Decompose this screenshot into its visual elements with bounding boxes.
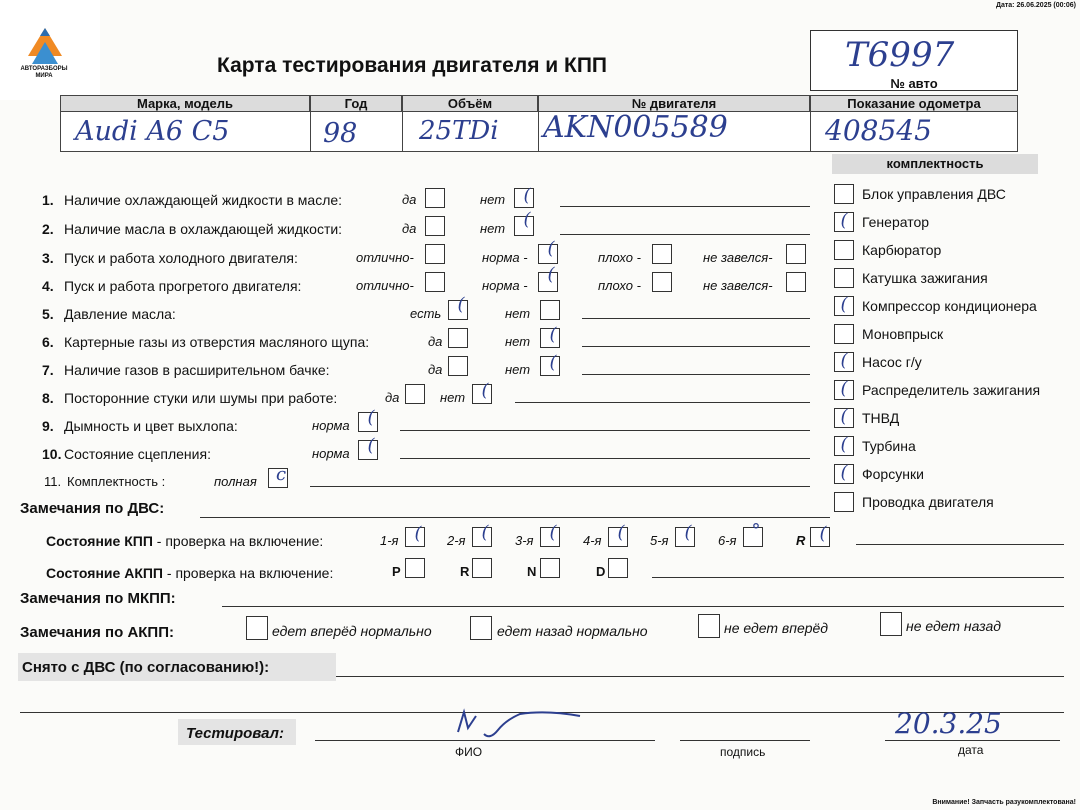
logo-line2: МИРА <box>35 73 53 79</box>
kpp-mark-5: ( <box>684 522 692 543</box>
removed-line <box>336 676 1064 677</box>
komplekt-box[interactable] <box>834 324 854 344</box>
remarks-mkpp-line <box>222 606 1064 607</box>
komplekt-label: Проводка двигателя <box>862 494 994 510</box>
check-num-11: 11. <box>44 474 62 489</box>
akpp-opt-noforward: не едет вперёд <box>724 620 829 636</box>
kpp-mark-1: ( <box>414 523 422 544</box>
komplekt-label: Компрессор кондиционера <box>862 298 1037 314</box>
fio-label: ФИО <box>455 745 483 759</box>
komplekt-mark: ( <box>840 210 848 231</box>
logo-icon <box>0 0 100 100</box>
check9-remark-line <box>400 430 810 431</box>
check4-box-nostart[interactable] <box>786 272 806 292</box>
check-num-9: 9. <box>42 418 54 434</box>
date-value: 20.3.25 <box>895 707 1002 740</box>
value-year: 98 <box>323 118 358 149</box>
signature-label: подпись <box>720 745 766 759</box>
check-num-1: 1. <box>42 192 54 208</box>
kpp-gear-6: 6-я <box>718 533 737 548</box>
check-label-3: Пуск и работа холодного двигателя: <box>64 250 298 266</box>
akpp-remark-line <box>652 577 1064 578</box>
komplekt-mark: ( <box>840 462 848 483</box>
logo-line1: АВТОРАЗБОРЫ <box>20 66 68 72</box>
check7-remark-line <box>582 374 810 375</box>
check3-opt-nostart: не завелся- <box>703 250 773 265</box>
check4-opt-nostart: не завелся- <box>703 278 773 293</box>
akpp-box-n[interactable] <box>540 558 560 578</box>
akpp-opt-noback: не едет назад <box>906 618 1001 634</box>
kpp-gear-1: 1-я <box>380 533 399 548</box>
komplekt-label: Генератор <box>862 214 930 230</box>
komplekt-box[interactable] <box>834 184 854 204</box>
check3-opt-bad: плохо - <box>598 250 641 265</box>
komplekt-label: Распределитель зажигания <box>862 382 1041 398</box>
komplekt-label: Насос г/у <box>862 354 922 370</box>
komplekt-label: ТНВД <box>862 410 900 426</box>
komplekt-mark: ( <box>840 294 848 315</box>
check-num-7: 7. <box>42 362 54 378</box>
check-num-2: 2. <box>42 221 54 237</box>
akpp-gear-n: N <box>527 564 537 579</box>
check5-opt-no: нет <box>505 306 531 321</box>
check3-opt-excellent: отлично- <box>356 250 414 265</box>
check4-mark: ( <box>547 264 555 285</box>
check3-opt-norm: норма - <box>482 250 528 265</box>
kpp-mark-6: ° <box>751 520 761 541</box>
values-row <box>60 112 1018 152</box>
akpp-opt-forward: едет вперёд нормально <box>272 623 432 639</box>
header-odometer: Показание одометра <box>810 95 1018 112</box>
komplekt-label: Катушка зажигания <box>862 270 988 286</box>
komplekt-mark: ( <box>840 350 848 371</box>
akpp-label <box>46 565 333 581</box>
kpp-label <box>46 533 323 549</box>
komplekt-mark: ( <box>840 434 848 455</box>
check1-box-da[interactable] <box>425 188 445 208</box>
header-volume: Объём <box>402 95 538 112</box>
check-label-4: Пуск и работа прогретого двигателя: <box>64 278 302 294</box>
header-brand: Марка, модель <box>60 95 310 112</box>
check-label-11: Комплектность : <box>67 474 166 489</box>
kpp-remark-line <box>856 544 1064 545</box>
komplekt-label: Моновпрыск <box>862 326 944 342</box>
komplekt-box[interactable] <box>834 240 854 260</box>
check10-opt-norm: норма <box>312 446 350 461</box>
check-num-6: 6. <box>42 334 54 350</box>
date-line <box>885 740 1060 741</box>
akpp-box-d[interactable] <box>608 558 628 578</box>
check2-mark: ( <box>523 209 531 230</box>
value-brand: Audi A6 C5 <box>75 116 230 147</box>
check-label-1: Наличие охлаждающей жидкости в масле: <box>64 192 343 208</box>
akpp-opt-forward-box[interactable] <box>246 616 268 640</box>
akpp-gear-p: P <box>392 564 401 579</box>
kpp-gear-5: 5-я <box>650 533 669 548</box>
kpp-gear-2: 2-я <box>447 533 466 548</box>
check1-remark-line <box>560 206 810 207</box>
check2-opt-da: да <box>402 221 417 236</box>
check11-remark-line <box>310 486 810 487</box>
check2-opt-net: нет <box>480 221 506 236</box>
kpp-gear-3: 3-я <box>515 533 534 548</box>
remarks-mkpp-label: Замечания по МКПП: <box>20 590 176 607</box>
check2-box-da[interactable] <box>425 216 445 236</box>
komplekt-mark: ( <box>840 406 848 427</box>
akpp-opt-noback-box[interactable] <box>880 612 902 636</box>
auto-number-label: № авто <box>890 76 938 91</box>
check-num-3: 3. <box>42 250 54 266</box>
kpp-mark-2: ( <box>481 522 489 543</box>
kpp-mark-r: ( <box>819 523 827 544</box>
check2-remark-line <box>560 234 810 235</box>
header-engine-no: № двигателя <box>538 95 810 112</box>
date-label: дата <box>958 743 984 757</box>
check4-opt-bad: плохо - <box>598 278 641 293</box>
check6-opt-da: да <box>428 334 443 349</box>
check8-mark: ( <box>481 380 489 401</box>
check7-mark: ( <box>549 352 557 373</box>
check11-mark: c <box>275 464 287 485</box>
value-odometer: 408545 <box>825 114 932 147</box>
check8-remark-line <box>515 402 810 403</box>
kpp-gear-r: R <box>796 533 806 548</box>
check6-box-da[interactable] <box>448 328 468 348</box>
check8-opt-da: да <box>385 390 400 405</box>
check-label-8: Посторонние стуки или шумы при работе: <box>64 390 338 406</box>
value-volume: 25TDi <box>419 116 499 146</box>
akpp-gear-r: R <box>460 564 470 579</box>
signature-line <box>680 740 810 741</box>
check-label-7: Наличие газов в расширительном бачке: <box>64 362 330 378</box>
check4-box-bad[interactable] <box>652 272 672 292</box>
remarks-dvs-line <box>200 517 830 518</box>
check8-box-da[interactable] <box>405 384 425 404</box>
date-stamp: Дата: 26.06.2025 (00:06) <box>995 2 1076 9</box>
check5-box-no[interactable] <box>540 300 560 320</box>
remarks-akpp-label: Замечания по АКПП: <box>20 624 174 641</box>
check3-box-bad[interactable] <box>652 244 672 264</box>
check4-opt-excellent: отлично- <box>356 278 414 293</box>
komplekt-label: Форсунки <box>862 466 924 482</box>
auto-number-value: T6997 <box>845 35 955 75</box>
tested-label: Тестировал: <box>186 725 284 742</box>
check1-opt-net: нет <box>480 192 506 207</box>
akpp-opt-noforward-box[interactable] <box>698 614 720 638</box>
akpp-opt-back: едет назад нормально <box>497 623 648 639</box>
check-num-5: 5. <box>42 306 54 322</box>
komplekt-label: Карбюратор <box>862 242 942 258</box>
check7-opt-net: нет <box>505 362 531 377</box>
komplekt-label: Турбина <box>862 438 916 454</box>
check9-mark: ( <box>367 407 375 428</box>
check4-box-excellent[interactable] <box>425 272 445 292</box>
check1-mark: ( <box>523 185 531 206</box>
check-num-10: 10. <box>42 446 62 462</box>
remarks-dvs-label: Замечания по ДВС: <box>20 500 165 517</box>
komplekt-box[interactable] <box>834 492 854 512</box>
akpp-opt-back-box[interactable] <box>470 616 492 640</box>
akpp-label-rest: - проверка на включение: <box>163 565 334 581</box>
kpp-label-bold: Состояние КПП <box>46 533 153 549</box>
page-title: Карта тестирования двигателя и КПП <box>217 54 608 77</box>
kpp-label-rest: - проверка на включение: <box>152 533 324 549</box>
logo <box>0 0 100 100</box>
komplekt-box[interactable] <box>834 268 854 288</box>
kpp-mark-3: ( <box>549 522 557 543</box>
check8-opt-net: нет <box>440 390 466 405</box>
check5-opt-yes: есть <box>410 306 442 321</box>
check-label-9: Дымность и цвет выхлопа: <box>64 418 238 434</box>
komplekt-mark: ( <box>840 378 848 399</box>
completeness-header: комплектность <box>832 154 1038 174</box>
check10-remark-line <box>400 458 810 459</box>
check9-opt-norm: норма <box>312 418 350 433</box>
check-label-2: Наличие масла в охлаждающей жидкости: <box>64 221 343 237</box>
signature-icon <box>450 706 620 746</box>
komplekt-label: Блок управления ДВС <box>862 186 1006 202</box>
check-num-4: 4. <box>42 278 54 294</box>
check-label-6: Картерные газы из отверстия масляного щупа: <box>64 334 370 350</box>
kpp-mark-4: ( <box>617 522 625 543</box>
removed-label: Снято с ДВС (по согласованию!): <box>22 659 270 676</box>
akpp-box-p[interactable] <box>405 558 425 578</box>
footer-warning: Внимание! Запчасть разукомплектована! <box>932 799 1076 806</box>
check10-mark: ( <box>367 435 375 456</box>
check1-opt-da: да <box>402 192 417 207</box>
check5-remark-line <box>582 318 810 319</box>
check3-mark: ( <box>547 238 555 259</box>
check4-opt-norm: норма - <box>482 278 528 293</box>
check6-opt-net: нет <box>505 334 531 349</box>
akpp-box-r[interactable] <box>472 558 492 578</box>
check11-opt-full: полная <box>214 474 257 489</box>
check7-box-da[interactable] <box>448 356 468 376</box>
header-year: Год <box>310 95 402 112</box>
check3-box-excellent[interactable] <box>425 244 445 264</box>
check-label-5: Давление масла: <box>64 306 176 322</box>
check6-mark: ( <box>549 324 557 345</box>
check6-remark-line <box>582 346 810 347</box>
kpp-gear-4: 4-я <box>583 533 602 548</box>
check7-opt-da: да <box>428 362 443 377</box>
check-label-10: Состояние сцепления: <box>64 446 211 462</box>
check5-mark: ( <box>457 294 465 315</box>
akpp-label-bold: Состояние АКПП <box>46 565 163 581</box>
auto-number-box <box>810 30 1018 91</box>
value-engine-no: AKN005589 <box>543 110 728 145</box>
check-num-8: 8. <box>42 390 54 406</box>
akpp-gear-d: D <box>596 564 606 579</box>
check3-box-nostart[interactable] <box>786 244 806 264</box>
